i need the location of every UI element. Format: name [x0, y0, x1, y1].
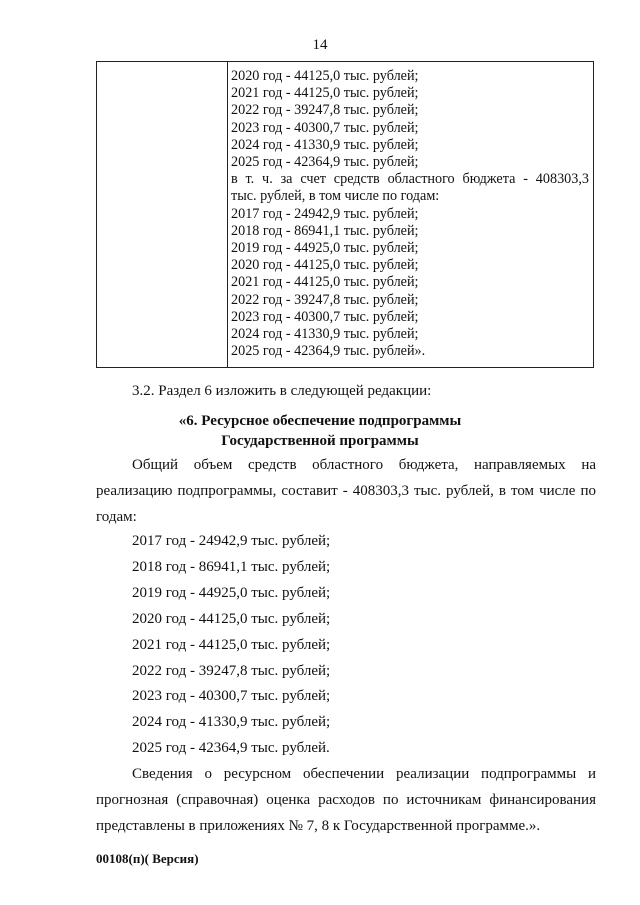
list-item: 2019 год - 44925,0 тыс. рублей; — [132, 584, 331, 601]
table-line: 2022 год - 39247,8 тыс. рублей; — [231, 291, 419, 308]
table-line: 2023 год - 40300,7 тыс. рублей; — [231, 308, 419, 325]
paragraph-line: Общий объем средств областного бюджета, направляемых на — [132, 457, 596, 473]
list-item: 2020 год - 44125,0 тыс. рублей; — [132, 610, 331, 627]
document-code-footer: 00108(п)( Версия) — [96, 851, 199, 866]
paragraph-resource-info — [96, 761, 596, 839]
paragraph-line: реализацию подпрограммы, составит - 408303,3 тыс. рублей, в том числе по — [96, 483, 596, 499]
list-item: 2022 год - 39247,8 тыс. рублей; — [132, 662, 331, 679]
table-line: 2020 год - 44125,0 тыс. рублей; — [231, 68, 419, 84]
paragraph-line: прогнозная (справочная) оценка расходов по источникам финансирования — [96, 792, 596, 808]
page-number: 14 — [312, 37, 328, 53]
list-item: 2021 год - 44125,0 тыс. рублей; — [132, 636, 331, 653]
section-heading: 3.2. Раздел 6 изложить в следующей редакции: — [132, 383, 432, 399]
list-item: 2025 год - 42364,9 тыс. рублей. — [132, 740, 330, 757]
table-line: 2019 год - 44925,0 тыс. рублей; — [231, 240, 419, 257]
paragraph-line: годам: — [96, 509, 137, 525]
table-content-cell — [231, 68, 589, 360]
list-item: 2018 год - 86941,1 тыс. рублей; — [132, 558, 331, 575]
funding-table — [96, 61, 594, 368]
table-line: 2018 год - 86941,1 тыс. рублей; — [231, 222, 419, 239]
regional-budget-intro: в т. ч. за счет средств областного бюджета - 408303,3 — [231, 171, 589, 188]
table-line: 2025 год - 42364,9 тыс. рублей». — [231, 343, 426, 360]
table-line: 2017 год - 24942,9 тыс. рублей; — [231, 205, 419, 222]
table-line: 2022 год - 39247,8 тыс. рублей; — [231, 102, 419, 119]
paragraph-line: представлены в приложениях № 7, 8 к Государственной программе.». — [96, 818, 541, 834]
list-item: 2024 год - 41330,9 тыс. рублей; — [132, 714, 331, 731]
table-line: 2021 год - 44125,0 тыс. рублей; — [231, 85, 419, 102]
table-line: 2020 год - 44125,0 тыс. рублей; — [231, 257, 419, 274]
section-title-line2: Государственной программы — [221, 433, 419, 449]
table-line: 2025 год - 42364,9 тыс. рублей; — [231, 154, 419, 171]
table-column-divider — [227, 62, 228, 367]
table-line: 2021 год - 44125,0 тыс. рублей; — [231, 274, 419, 291]
table-line: 2024 год - 41330,9 тыс. рублей; — [231, 326, 419, 343]
paragraph-total-funding — [96, 452, 596, 530]
table-line: 2023 год - 40300,7 тыс. рублей; — [231, 119, 419, 136]
section-title-line1: «6. Ресурсное обеспечение подпрограммы — [178, 413, 462, 429]
yearly-funding-list — [132, 529, 330, 762]
regional-budget-intro-cont: тыс. рублей, в том числе по годам: — [231, 188, 440, 205]
table-line: 2024 год - 41330,9 тыс. рублей; — [231, 136, 419, 153]
list-item: 2023 год - 40300,7 тыс. рублей; — [132, 688, 331, 705]
list-item: 2017 год - 24942,9 тыс. рублей; — [132, 533, 331, 549]
paragraph-line: Сведения о ресурсном обеспечении реализации подпрограммы и — [132, 766, 596, 782]
